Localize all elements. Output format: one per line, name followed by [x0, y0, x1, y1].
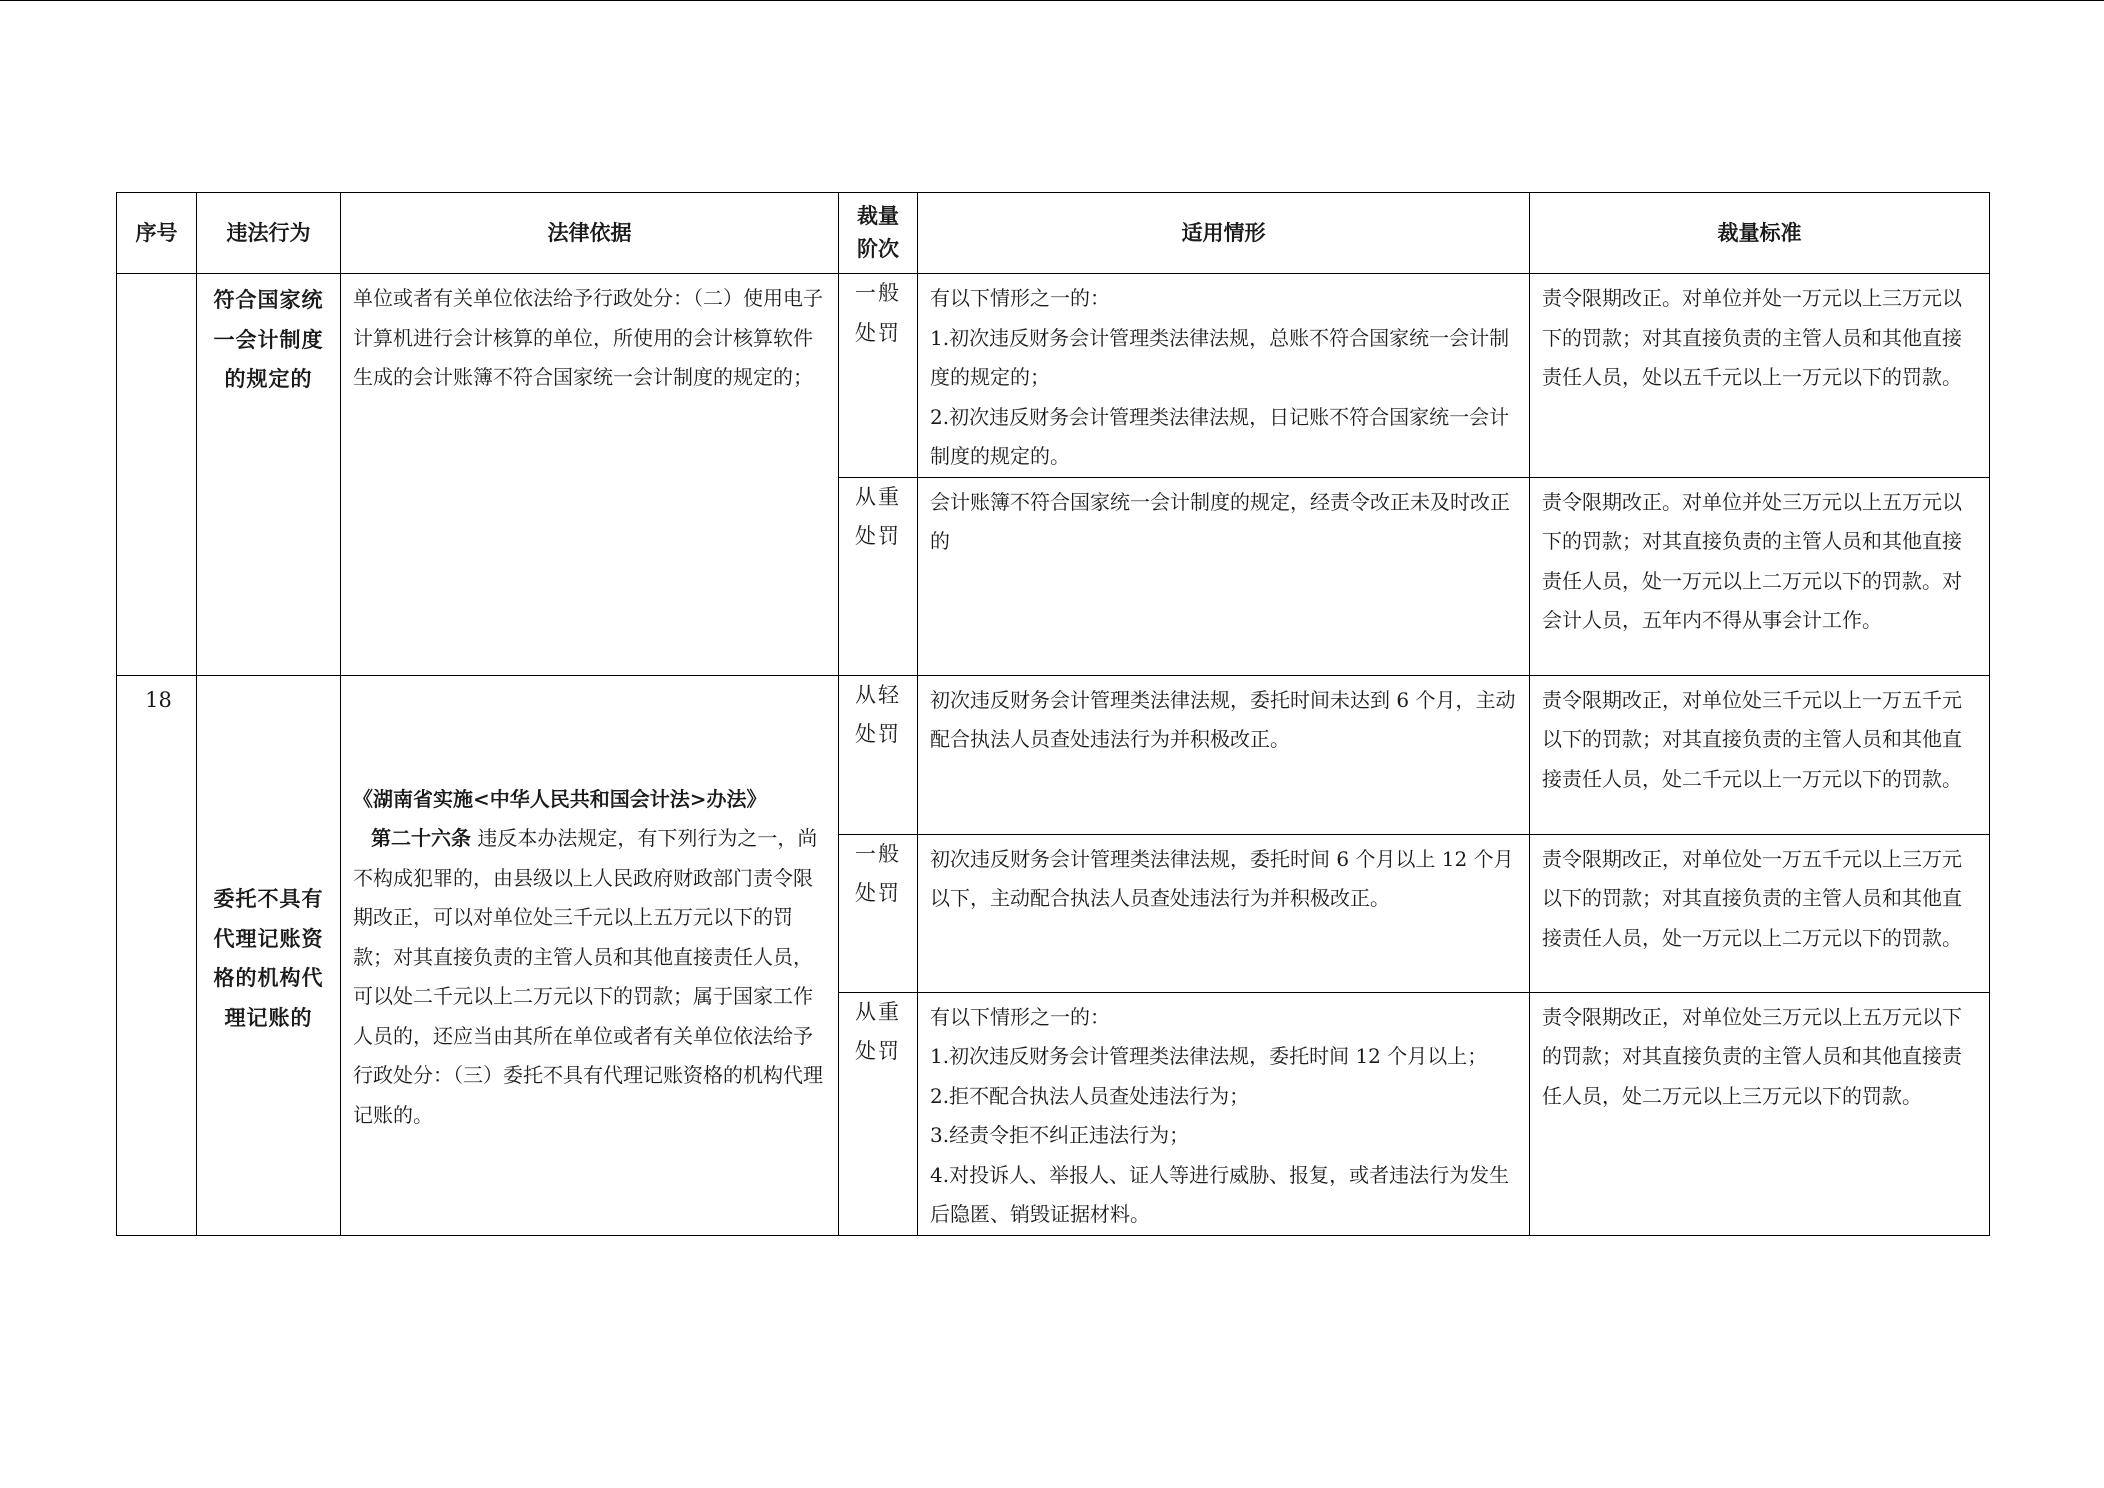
act-line: 代理记账资 [213, 925, 324, 951]
act-line: 符合国家统 [213, 287, 324, 312]
penalty-discretion-table [116, 192, 1990, 1236]
header-level [839, 193, 918, 274]
level-line: 从重 [855, 484, 901, 509]
situation-cell [918, 274, 1530, 478]
item18-basis-cell [341, 675, 839, 1235]
level-line: 一般 [855, 841, 901, 866]
header-row [117, 193, 1990, 274]
level-line: 处罚 [855, 320, 901, 345]
level-cell [839, 477, 918, 675]
page-top-border [0, 0, 2104, 1]
situation-line: 3.经责令拒不纠正违法行为； [930, 1123, 1190, 1147]
header-level-line: 裁量 [857, 203, 899, 229]
header-act: 违法行为 [197, 193, 341, 274]
header-standard: 裁量标准 [1530, 193, 1990, 274]
level-line: 从轻 [855, 682, 901, 707]
situation-line: 1.初次违反财务会计管理类法律法规，总账不符合国家统一会计制度的规定的； [930, 325, 1510, 389]
table-row [117, 675, 1990, 834]
situation-cell: 初次违反财务会计管理类法律法规，委托时间 6 个月以上 12 个月以下，主动配合执法人员查处违法行为并积极改正。 [918, 834, 1530, 992]
item18-act-cell [197, 675, 341, 1235]
cont-seq-cell [117, 274, 197, 676]
level-cell [839, 274, 918, 478]
situation-line: 4.对投诉人、举报人、证人等进行威胁、报复，或者违法行为发生后隐匿、销毁证据材料。 [930, 1162, 1510, 1226]
standard-cell: 责令限期改正。对单位并处一万元以上三万元以下的罚款；对其直接负责的主管人员和其他直接责任人员，处以五千元以上一万元以下的罚款。 [1530, 274, 1990, 478]
act-line: 理记账的 [224, 1004, 313, 1030]
standard-cell: 责令限期改正，对单位处三千元以上一万五千元以下的罚款；对其直接负责的主管人员和其他直接责任人员，处二千元以上一万元以下的罚款。 [1530, 675, 1990, 834]
standard-cell: 责令限期改正。对单位并处三万元以上五万元以下的罚款；对其直接负责的主管人员和其他直接责任人员，处一万元以上二万元以下的罚款。对会计人员，五年内不得从事会计工作。 [1530, 477, 1990, 675]
level-line: 从重 [855, 999, 901, 1024]
level-cell [839, 992, 918, 1235]
basis-text: 违反本办法规定，有下列行为之一，尚不构成犯罪的，由县级以上人民政府财政部门责令限期改正，可以对单位处三千元以上五万元以下的罚款；对其直接负责的主管人员和其他直接责任人员，可以处二千元以上二万元以下的罚款；属于国家工作人员的，还应当由其所在单位或者有关单位依法给予行政处分：（三）委托不具有代理记账资格的机构代理记账的。 [353, 826, 823, 1127]
situation-line: 2.初次违反财务会计管理类法律法规，日记账不符合国家统一会计制度的规定的。 [930, 404, 1510, 468]
situation-line: 2.拒不配合执法人员查处违法行为； [930, 1083, 1250, 1108]
situation-line: 有以下情形之一的： [930, 286, 1110, 310]
standard-cell: 责令限期改正，对单位处三万元以上五万元以下的罚款；对其直接负责的主管人员和其他直接责任人员，处二万元以上三万元以下的罚款。 [1530, 992, 1990, 1235]
header-situation: 适用情形 [918, 193, 1530, 274]
act-line: 一会计制度 [213, 326, 324, 352]
standard-cell: 责令限期改正，对单位处一万五千元以上三万元以下的罚款；对其直接负责的主管人员和其他直接责任人员，处一万元以上二万元以下的罚款。 [1530, 834, 1990, 992]
situation-line: 1.初次违反财务会计管理类法律法规，委托时间 12 个月以上； [930, 1044, 1488, 1068]
level-line: 一般 [855, 281, 901, 305]
act-line: 格的机构代 [213, 965, 324, 990]
header-seq: 序号 [117, 193, 197, 274]
header-basis: 法律依据 [341, 193, 839, 274]
situation-line: 有以下情形之一的： [930, 1004, 1110, 1029]
act-line: 的规定的 [224, 366, 313, 391]
item18-seq-cell: 18 [117, 675, 197, 1235]
level-line: 处罚 [855, 524, 901, 548]
cont-basis-cell: 单位或者有关单位依法给予行政处分：（二）使用电子计算机进行会计核算的单位，所使用的会计核算软件生成的会计账簿不符合国家统一会计制度的规定的； [341, 274, 839, 676]
basis-title: 《湖南省实施<中华人民共和国会计法>办法》 [353, 786, 767, 811]
table-row [117, 274, 1990, 478]
situation-cell [918, 992, 1530, 1235]
cont-act-cell [197, 274, 341, 676]
header-level-line: 阶次 [857, 236, 899, 261]
basis-article: 第二十六条 [371, 826, 471, 851]
level-cell [839, 834, 918, 992]
situation-cell: 初次违反财务会计管理类法律法规，委托时间未达到 6 个月，主动配合执法人员查处违法行为并积极改正。 [918, 675, 1530, 834]
level-line: 处罚 [855, 1039, 901, 1063]
level-line: 处罚 [855, 881, 901, 905]
situation-cell: 会计账簿不符合国家统一会计制度的规定，经责令改正未及时改正的 [918, 477, 1530, 675]
level-line: 处罚 [855, 722, 901, 746]
level-cell [839, 675, 918, 834]
act-line: 委托不具有 [213, 886, 324, 911]
